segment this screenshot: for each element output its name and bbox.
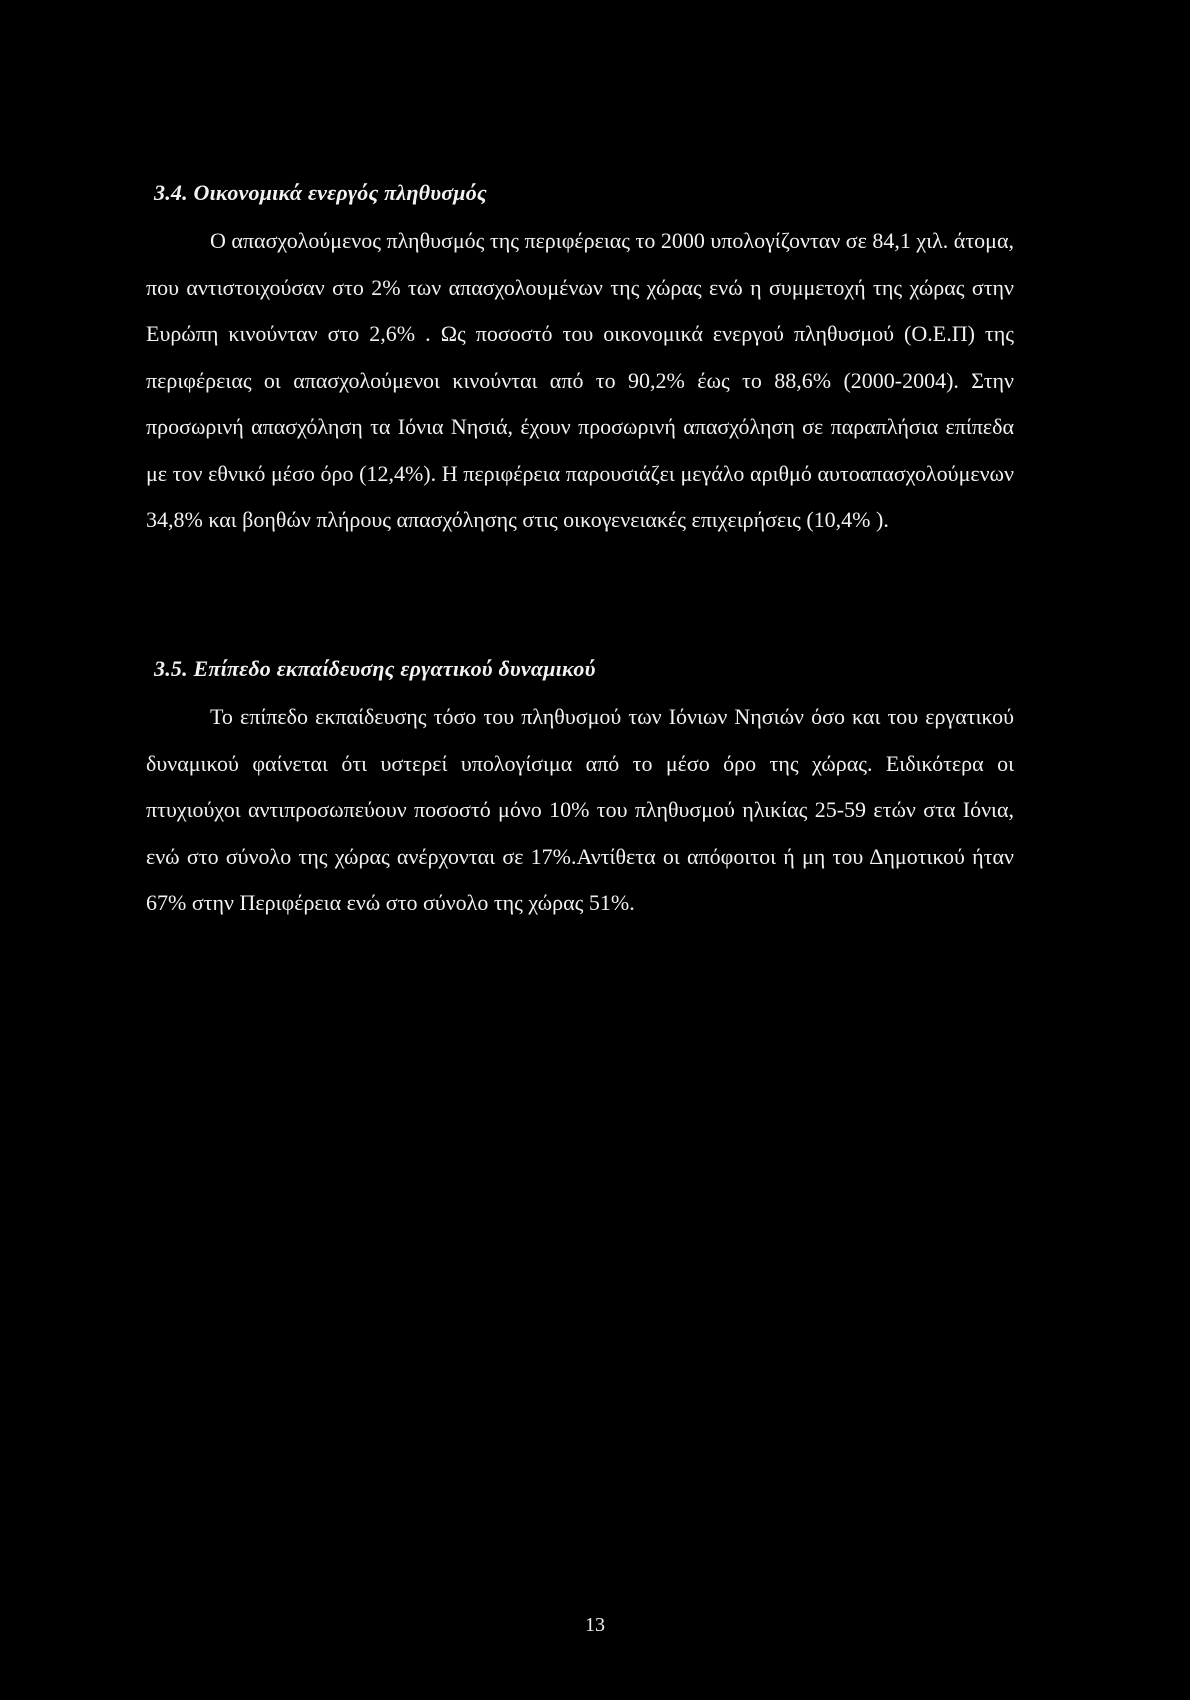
paragraph-text: Το επίπεδο εκπαίδευσης τόσο του πληθυσμού των Ιόνιων Νησιών όσο και του εργατικού δυναμικού φαίνεται ότι υστερεί υπολογίσιμα από το μέσο όρο της χώρας. Ειδικότερα οι πτυχιούχοι αντιπροσωπεύουν ποσοστό μόνο 10% του πληθυσμού ηλικίας 25-59 ετών στα Ιόνια, ενώ στο σύνολο της χώρας ανέρχονται σε 17%.Αντίθετα οι απόφοιτοι ή μη του Δημοτικού ήταν 67% στην Περιφέρεια ενώ στο σύνολο της χώρας 51%.	[146, 704, 1014, 915]
section-paragraph	[146, 694, 1014, 927]
section-heading: 3.4. Οικονομικά ενεργός πληθυσμός	[154, 180, 487, 205]
section-workforce-education-level	[146, 654, 1014, 927]
section-paragraph	[146, 218, 1014, 544]
paragraph-text: Ο απασχολούμενος πληθυσμός της περιφέρειας το 2000 υπολογίζονταν σε 84,1 χιλ. άτομα, που αντιστοιχούσαν στο 2% των απασχολουμένων της χώρας ενώ η συμμετοχή της χώρας στην Ευρώπη κινούνταν στο 2,6% . Ως ποσοστό του οικονομικά ενεργού πληθυσμού (Ο.Ε.Π) της περιφέρειας οι απασχολούμενοι κινούνται από το 90,2% έως το 88,6% (2000-2004). Στην προσωρινή απασχόληση τα Ιόνια Νησιά, έχουν προσωρινή απασχόληση σε παραπλήσια επίπεδα με τον εθνικό μέσο όρο (12,4%). Η περιφέρεια παρουσιάζει μεγάλο αριθμό αυτοαπασχολούμενων 34,8% και βοηθών πλήρους απασχόλησης στις οικογενειακές επιχειρήσεις (10,4% ).	[146, 228, 1014, 532]
section-economically-active-population	[146, 178, 1014, 544]
page-number: 13	[585, 1614, 605, 1636]
section-heading: 3.5. Επίπεδο εκπαίδευσης εργατικού δυναμικού	[154, 656, 596, 681]
